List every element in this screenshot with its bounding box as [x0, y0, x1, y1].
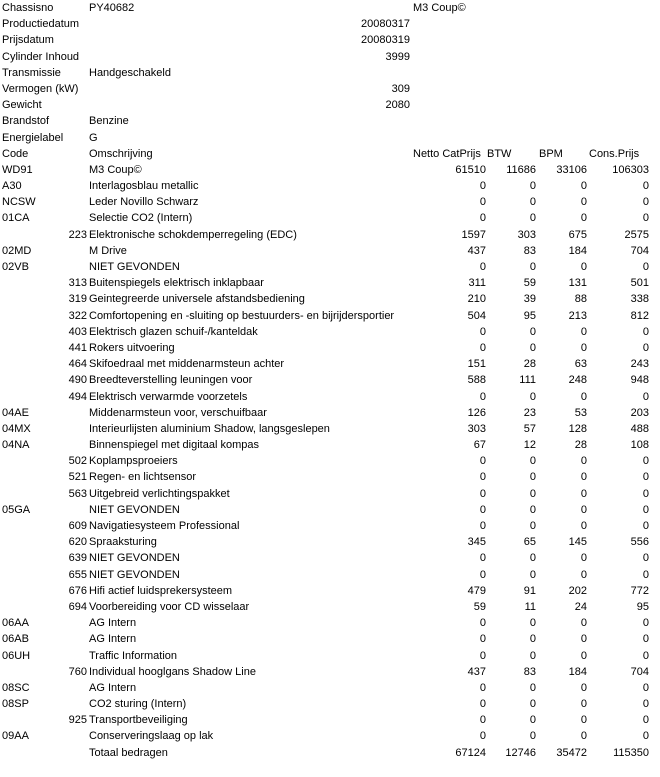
prijsdatum-label: Prijsdatum [2, 34, 54, 47]
row-option-number: 925 [68, 714, 87, 727]
row-cons-prijs: 501 [630, 277, 649, 290]
row-description: NIET GEVONDEN [89, 552, 180, 565]
row-cons-prijs: 338 [630, 293, 649, 306]
gewicht-value: 2080 [385, 99, 410, 112]
row-code: NCSW [2, 196, 36, 209]
row-cons-prijs: 243 [630, 358, 649, 371]
row-description: Traffic Information [89, 649, 178, 662]
row-netto-catprijs: 0 [479, 455, 486, 468]
row-btw: 0 [529, 681, 536, 694]
row-description: NIET GEVONDEN [89, 568, 180, 581]
table-body [0, 162, 660, 745]
row-netto-catprijs: 0 [479, 487, 486, 500]
row-cons-prijs: 556 [630, 536, 649, 549]
row-cons-prijs: 0 [642, 212, 649, 225]
transmissie-value: Handgeschakeld [89, 66, 171, 79]
col-cons-header: Cons.Prijs [589, 147, 640, 160]
row-description: Navigatiesysteem Professional [89, 520, 240, 532]
totals-row [0, 745, 660, 761]
row-cons-prijs: 0 [642, 487, 649, 500]
row-description: Individual hooglgans Shadow Line [89, 665, 256, 678]
row-netto-catprijs: 0 [479, 552, 486, 565]
col-btw-header: BTW [487, 147, 512, 160]
row-description: Koplampsproeiers [89, 455, 178, 468]
row-netto-catprijs: 0 [479, 341, 486, 354]
row-productiedatum [0, 16, 660, 32]
row-description: Regen- en lichtsensor [89, 471, 197, 484]
row-code: A30 [2, 180, 22, 193]
row-option-number: 620 [68, 536, 87, 549]
row-btw: 0 [529, 471, 536, 484]
row-vermogen [0, 81, 660, 97]
row-bpm: 0 [580, 261, 587, 273]
chassisno-label: Chassisno [2, 2, 54, 14]
row-btw: 83 [523, 665, 536, 678]
row-btw: 0 [529, 633, 536, 646]
cilinder-label: Cylinder Inhoud [2, 50, 80, 63]
row-bpm: 0 [580, 212, 587, 225]
row-option-number: 441 [68, 341, 87, 354]
row-cons-prijs: 0 [642, 196, 649, 209]
col-netto-header: Netto CatPrijs [413, 147, 481, 160]
productiedatum-label: Productiedatum [2, 18, 80, 31]
row-cons-prijs: 95 [636, 600, 649, 613]
row-description: NIET GEVONDEN [89, 261, 180, 273]
row-bpm: 145 [568, 536, 587, 549]
row-description: Elektronische schokdemperregeling (EDC) [89, 228, 297, 241]
col-omschrijving-header: Omschrijving [89, 147, 153, 160]
row-code: 02MD [2, 244, 32, 257]
row-netto-catprijs: 0 [479, 471, 486, 484]
row-cons-prijs: 0 [642, 714, 649, 727]
row-bpm: 0 [580, 633, 587, 646]
row-btw: 0 [529, 617, 536, 630]
row-description: Conserveringslaag op lak [89, 730, 214, 743]
row-bpm: 0 [580, 325, 587, 338]
row-description: Selectie CO2 (Intern) [89, 212, 193, 225]
totals-bpm: 35472 [556, 746, 587, 759]
row-gewicht [0, 97, 660, 113]
row-netto-catprijs: 0 [479, 325, 486, 338]
row-btw: 28 [523, 358, 536, 371]
table-row [0, 696, 660, 712]
row-description: Spraaksturing [89, 536, 157, 549]
gewicht-label: Gewicht [2, 99, 42, 112]
table-row [0, 534, 660, 550]
transmissie-label: Transmissie [2, 66, 61, 79]
row-netto-catprijs: 0 [479, 180, 486, 193]
row-bpm: 184 [568, 665, 587, 678]
row-netto-catprijs: 345 [467, 536, 486, 549]
table-row [0, 486, 660, 502]
row-netto-catprijs: 0 [479, 568, 486, 581]
row-btw: 57 [523, 422, 536, 435]
table-row [0, 227, 660, 243]
row-netto-catprijs: 504 [467, 309, 486, 322]
row-option-number: 563 [68, 487, 87, 500]
row-description: Breedteverstelling leuningen voor [89, 374, 253, 387]
table-row [0, 437, 660, 453]
chassisno-model: M3 Coup© [413, 2, 466, 14]
table-row [0, 421, 660, 437]
row-bpm: 0 [580, 714, 587, 727]
row-cons-prijs: 0 [642, 633, 649, 646]
row-btw: 0 [529, 520, 536, 532]
row-description: Buitenspiegels elektrisch inklapbaar [89, 277, 264, 290]
row-description: Geintegreerde universele afstandsbediening [89, 293, 305, 306]
row-netto-catprijs: 0 [479, 698, 486, 711]
table-row [0, 356, 660, 372]
row-option-number: 322 [68, 309, 87, 322]
row-option-number: 494 [68, 390, 87, 403]
chassisno-value: PY40682 [89, 2, 135, 14]
row-cons-prijs: 203 [630, 406, 649, 419]
energielabel-label: Energielabel [2, 131, 64, 144]
table-row [0, 194, 660, 210]
row-netto-catprijs: 0 [479, 196, 486, 209]
row-cilinder [0, 49, 660, 65]
row-netto-catprijs: 588 [467, 374, 486, 387]
row-option-number: 223 [68, 228, 87, 241]
row-description: Middenarmsteun voor, verschuifbaar [89, 406, 267, 419]
row-netto-catprijs: 437 [467, 665, 486, 678]
table-row [0, 308, 660, 324]
row-cons-prijs: 0 [642, 261, 649, 273]
row-netto-catprijs: 437 [467, 244, 486, 257]
row-transmissie [0, 65, 660, 81]
row-netto-catprijs: 1597 [461, 228, 486, 241]
row-btw: 23 [523, 406, 536, 419]
table-row [0, 162, 660, 178]
row-bpm: 0 [580, 681, 587, 694]
table-row [0, 291, 660, 307]
row-netto-catprijs: 0 [479, 714, 486, 727]
col-bpm-header: BPM [539, 147, 563, 160]
vermogen-value: 309 [391, 82, 410, 95]
row-code: 04NA [2, 439, 30, 452]
table-row [0, 389, 660, 405]
table-row [0, 567, 660, 583]
table-row [0, 615, 660, 631]
row-btw: 0 [529, 552, 536, 565]
row-bpm: 0 [580, 487, 587, 500]
totals-btw: 12746 [505, 746, 536, 759]
row-bpm: 0 [580, 552, 587, 565]
row-cons-prijs: 0 [642, 681, 649, 694]
row-chassisno [0, 0, 660, 16]
row-bpm: 0 [580, 568, 587, 581]
row-btw: 0 [529, 487, 536, 500]
row-btw: 0 [529, 568, 536, 581]
row-cons-prijs: 0 [642, 455, 649, 468]
table-row [0, 599, 660, 615]
row-description: M3 Coup© [89, 163, 142, 176]
row-bpm: 0 [580, 455, 587, 468]
row-bpm: 248 [568, 374, 587, 387]
row-btw: 0 [529, 180, 536, 193]
row-btw: 0 [529, 196, 536, 209]
row-btw: 83 [523, 244, 536, 257]
table-row [0, 583, 660, 599]
row-description: Voorbereiding voor CD wisselaar [89, 600, 250, 613]
row-description: Transportbeveiliging [89, 714, 188, 727]
table-row [0, 664, 660, 680]
row-code: 01CA [2, 212, 30, 225]
row-cons-prijs: 0 [642, 552, 649, 565]
row-bpm: 0 [580, 180, 587, 193]
totals-cons: 115350 [613, 746, 649, 759]
row-code: 06AB [2, 633, 29, 646]
row-cons-prijs: 2575 [624, 228, 649, 241]
row-btw: 11 [524, 600, 536, 613]
row-btw: 65 [523, 536, 536, 549]
row-description: Elektrisch verwarmde voorzetels [89, 390, 248, 403]
row-code: 04AE [2, 406, 29, 419]
row-description: AG Intern [89, 681, 137, 694]
row-btw: 0 [529, 390, 536, 403]
row-cons-prijs: 0 [642, 471, 649, 484]
row-netto-catprijs: 67 [473, 439, 486, 452]
row-btw: 0 [529, 649, 536, 662]
row-btw: 39 [523, 293, 536, 306]
row-cons-prijs: 0 [642, 730, 649, 743]
row-bpm: 0 [580, 698, 587, 711]
row-bpm: 28 [574, 439, 587, 452]
table-row [0, 469, 660, 485]
row-bpm: 131 [568, 277, 587, 290]
table-row [0, 453, 660, 469]
row-option-number: 639 [68, 552, 87, 565]
row-netto-catprijs: 0 [479, 633, 486, 646]
totals-label: Totaal bedragen [89, 746, 168, 759]
row-cons-prijs: 0 [642, 503, 649, 516]
row-option-number: 490 [68, 374, 87, 387]
row-description: Interlagosblau metallic [89, 180, 199, 193]
table-row [0, 324, 660, 340]
table-row [0, 550, 660, 566]
row-bpm: 0 [580, 390, 587, 403]
brandstof-label: Brandstof [2, 115, 50, 128]
row-code: 05GA [2, 503, 31, 516]
row-btw: 0 [529, 730, 536, 743]
row-btw: 91 [523, 584, 536, 597]
row-description: Rokers uitvoering [89, 341, 175, 354]
row-option-number: 502 [68, 455, 87, 468]
row-btw: 12 [523, 439, 536, 452]
row-btw: 0 [529, 503, 536, 516]
table-row [0, 405, 660, 421]
row-bpm: 213 [568, 309, 587, 322]
row-description: CO2 sturing (Intern) [89, 698, 187, 711]
row-btw: 0 [529, 261, 536, 273]
row-cons-prijs: 0 [642, 698, 649, 711]
row-cons-prijs: 0 [642, 180, 649, 193]
row-cons-prijs: 0 [642, 520, 649, 532]
row-description: Skifoedraal met middenarmsteun achter [89, 358, 285, 371]
row-netto-catprijs: 0 [479, 503, 486, 516]
row-bpm: 0 [580, 503, 587, 516]
row-netto-catprijs: 0 [479, 212, 486, 225]
table-row [0, 728, 660, 744]
row-bpm: 0 [580, 520, 587, 532]
row-btw: 11686 [506, 163, 536, 176]
table-row [0, 243, 660, 259]
row-code: 09AA [2, 730, 29, 743]
row-netto-catprijs: 303 [467, 422, 486, 435]
row-netto-catprijs: 126 [467, 406, 486, 419]
row-netto-catprijs: 0 [479, 617, 486, 630]
row-bpm: 0 [580, 649, 587, 662]
row-description: Binnenspiegel met digitaal kompas [89, 439, 259, 452]
row-cons-prijs: 0 [642, 325, 649, 338]
row-code: WD91 [2, 163, 33, 176]
row-btw: 95 [523, 309, 536, 322]
table-row [0, 518, 660, 534]
energielabel-value: G [89, 131, 98, 144]
row-code: 06AA [2, 617, 29, 630]
row-description: Hifi actief luidsprekersysteem [89, 584, 233, 597]
row-description: Comfortopening en -sluiting op bestuurders- en bijrijdersportier [89, 309, 395, 322]
row-bpm: 88 [574, 293, 587, 306]
row-code: 06UH [2, 649, 31, 662]
row-option-number: 464 [68, 358, 87, 371]
vermogen-label: Vermogen (kW) [2, 82, 79, 95]
row-description: Interieurlijsten aluminium Shadow, langsgeslepen [89, 422, 330, 435]
row-code: 02VB [2, 261, 29, 273]
row-description: NIET GEVONDEN [89, 503, 180, 516]
row-bpm: 0 [580, 617, 587, 630]
row-bpm: 53 [574, 406, 587, 419]
row-option-number: 609 [68, 520, 87, 532]
row-energielabel [0, 130, 660, 146]
row-netto-catprijs: 59 [473, 600, 486, 613]
table-row [0, 712, 660, 728]
row-cons-prijs: 0 [642, 568, 649, 581]
table-row [0, 259, 660, 275]
row-option-number: 655 [68, 568, 87, 581]
table-row [0, 502, 660, 518]
row-cons-prijs: 772 [630, 584, 649, 597]
row-option-number: 694 [68, 600, 87, 613]
row-netto-catprijs: 0 [479, 520, 486, 532]
row-btw: 0 [529, 325, 536, 338]
row-description: Leder Novillo Schwarz [89, 196, 199, 209]
table-row [0, 631, 660, 647]
row-cons-prijs: 0 [642, 341, 649, 354]
row-cons-prijs: 812 [630, 309, 649, 322]
row-bpm: 24 [574, 600, 587, 613]
prijsdatum-value: 20080319 [361, 34, 410, 47]
row-netto-catprijs: 479 [467, 584, 486, 597]
row-description: AG Intern [89, 617, 137, 630]
row-option-number: 313 [68, 277, 87, 290]
row-btw: 0 [529, 714, 536, 727]
row-netto-catprijs: 151 [467, 358, 486, 371]
row-description: AG Intern [89, 633, 137, 646]
table-row [0, 648, 660, 664]
table-row [0, 340, 660, 356]
row-btw: 303 [517, 228, 536, 241]
row-netto-catprijs: 210 [467, 293, 486, 306]
row-btw: 0 [529, 341, 536, 354]
totals-netto: 67124 [455, 746, 486, 759]
row-bpm: 184 [568, 244, 587, 257]
row-netto-catprijs: 0 [479, 649, 486, 662]
col-code-header: Code [2, 147, 29, 160]
row-cons-prijs: 0 [642, 390, 649, 403]
row-option-number: 319 [68, 293, 87, 306]
row-cons-prijs: 0 [642, 617, 649, 630]
row-code: 08SP [2, 698, 29, 711]
row-netto-catprijs: 0 [479, 681, 486, 694]
row-bpm: 0 [580, 341, 587, 354]
row-option-number: 760 [68, 665, 87, 678]
row-netto-catprijs: 0 [479, 390, 486, 403]
row-netto-catprijs: 311 [468, 277, 486, 290]
row-netto-catprijs: 61510 [455, 163, 486, 176]
table-row [0, 680, 660, 696]
row-bpm: 63 [574, 358, 587, 371]
productiedatum-value: 20080317 [361, 18, 410, 31]
row-netto-catprijs: 0 [479, 730, 486, 743]
table-row [0, 372, 660, 388]
row-bpm: 202 [568, 584, 587, 597]
row-btw: 0 [529, 212, 536, 225]
row-brandstof [0, 113, 660, 129]
row-option-number: 403 [68, 325, 87, 338]
table-row [0, 178, 660, 194]
row-cons-prijs: 0 [642, 649, 649, 662]
row-description: Elektrisch glazen schuif-/kanteldak [89, 325, 258, 338]
row-btw: 111 [519, 374, 536, 387]
row-cons-prijs: 704 [630, 665, 649, 678]
cilinder-value: 3999 [385, 50, 410, 63]
row-prijsdatum [0, 32, 660, 48]
row-description: Uitgebreid verlichtingspakket [89, 487, 230, 500]
row-bpm: 0 [580, 196, 587, 209]
row-cons-prijs: 108 [630, 439, 649, 452]
table-row [0, 275, 660, 291]
column-header-row [0, 146, 660, 162]
brandstof-value: Benzine [89, 115, 129, 128]
row-bpm: 128 [568, 422, 587, 435]
row-code: 04MX [2, 422, 31, 435]
row-netto-catprijs: 0 [479, 261, 486, 273]
row-code: 08SC [2, 681, 30, 694]
row-description: M Drive [89, 244, 127, 257]
row-bpm: 0 [580, 471, 587, 484]
row-option-number: 521 [68, 471, 87, 484]
row-cons-prijs: 704 [630, 244, 649, 257]
row-btw: 0 [529, 455, 536, 468]
row-btw: 0 [529, 698, 536, 711]
row-option-number: 676 [68, 584, 87, 597]
row-cons-prijs: 488 [630, 422, 649, 435]
row-bpm: 0 [580, 730, 587, 743]
table-row [0, 210, 660, 226]
row-cons-prijs: 106303 [612, 163, 649, 176]
row-bpm: 33106 [556, 163, 587, 176]
row-cons-prijs: 948 [630, 374, 649, 387]
row-bpm: 675 [568, 228, 587, 241]
row-btw: 59 [523, 277, 536, 290]
